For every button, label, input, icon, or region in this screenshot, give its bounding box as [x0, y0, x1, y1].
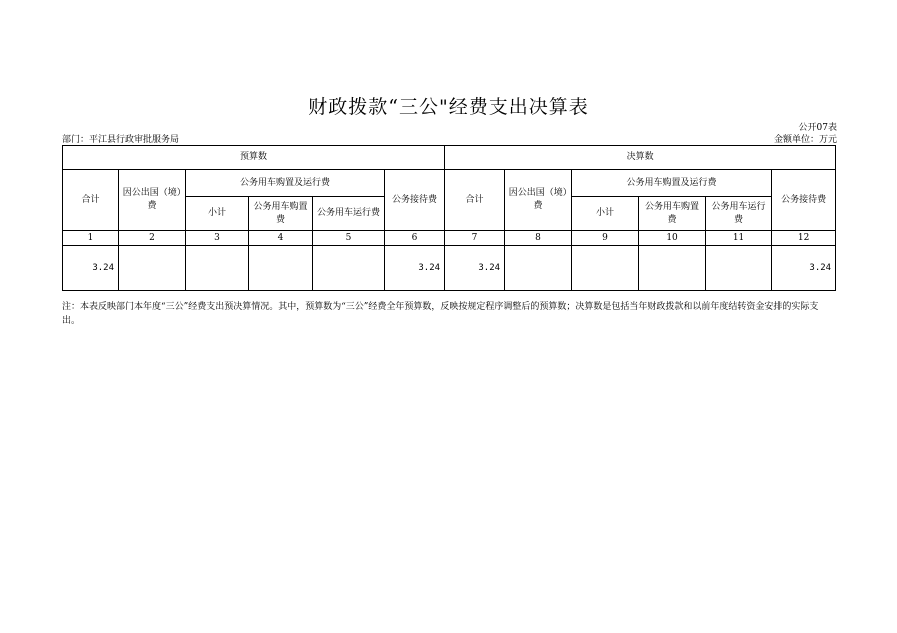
budget-vehicle-header: 公务用车购置及运行费	[186, 170, 385, 197]
budget-abroad-header: 因公出国（境）费	[119, 170, 186, 231]
final-vehicle-purchase-value	[639, 246, 706, 291]
column-number: 8	[505, 231, 572, 246]
budget-header: 预算数	[63, 146, 445, 170]
final-vehicle-operation-value	[706, 246, 772, 291]
final-vehicle-operation-header: 公务用车运行费	[706, 197, 772, 231]
column-number: 11	[706, 231, 772, 246]
expenditure-table	[62, 145, 836, 291]
column-number: 4	[249, 231, 313, 246]
final-total-header: 合计	[445, 170, 505, 231]
final-vehicle-header: 公务用车购置及运行费	[572, 170, 772, 197]
final-abroad-header: 因公出国（境）费	[505, 170, 572, 231]
column-number: 7	[445, 231, 505, 246]
final-reception-value: 3.24	[772, 246, 836, 291]
final-header: 决算数	[445, 146, 836, 170]
final-total-value: 3.24	[445, 246, 505, 291]
budget-subtotal-header: 小计	[186, 197, 249, 231]
budget-vehicle-operation-value	[313, 246, 385, 291]
column-number: 9	[572, 231, 639, 246]
column-number: 3	[186, 231, 249, 246]
budget-abroad-value	[119, 246, 186, 291]
budget-reception-value: 3.24	[385, 246, 445, 291]
column-number: 10	[639, 231, 706, 246]
table-number: 公开07表	[798, 123, 837, 133]
page-title: 财政拨款“三公"经费支出决算表	[308, 96, 589, 118]
value-row	[63, 246, 836, 291]
unit-label: 金额单位：万元	[773, 135, 837, 145]
final-subtotal-header: 小计	[572, 197, 639, 231]
column-number: 1	[63, 231, 119, 246]
final-vehicle-subtotal-value	[572, 246, 639, 291]
budget-total-header: 合计	[63, 170, 119, 231]
final-reception-header: 公务接待费	[772, 170, 836, 231]
budget-vehicle-purchase-header: 公务用车购置费	[249, 197, 313, 231]
column-number: 12	[772, 231, 836, 246]
final-vehicle-purchase-header: 公务用车购置费	[639, 197, 706, 231]
budget-vehicle-purchase-value	[249, 246, 313, 291]
column-number: 5	[313, 231, 385, 246]
column-number: 2	[119, 231, 186, 246]
department-label: 部门：平江县行政审批服务局	[62, 135, 180, 145]
budget-vehicle-operation-header: 公务用车运行费	[313, 197, 385, 231]
column-number-row	[63, 231, 836, 246]
budget-reception-header: 公务接待费	[385, 170, 445, 231]
column-number: 6	[385, 231, 445, 246]
budget-total-value: 3.24	[63, 246, 119, 291]
final-abroad-value	[505, 246, 572, 291]
budget-vehicle-subtotal-value	[186, 246, 249, 291]
footnote: 注：本表反映部门本年度“三公”经费支出预决算情况。其中，预算数为“三公”经费全年预算数，反映按规定程序调整后的预算数；决算数是包括当年财政拨款和以前年度结转资金安排的实际支出。	[62, 302, 819, 326]
